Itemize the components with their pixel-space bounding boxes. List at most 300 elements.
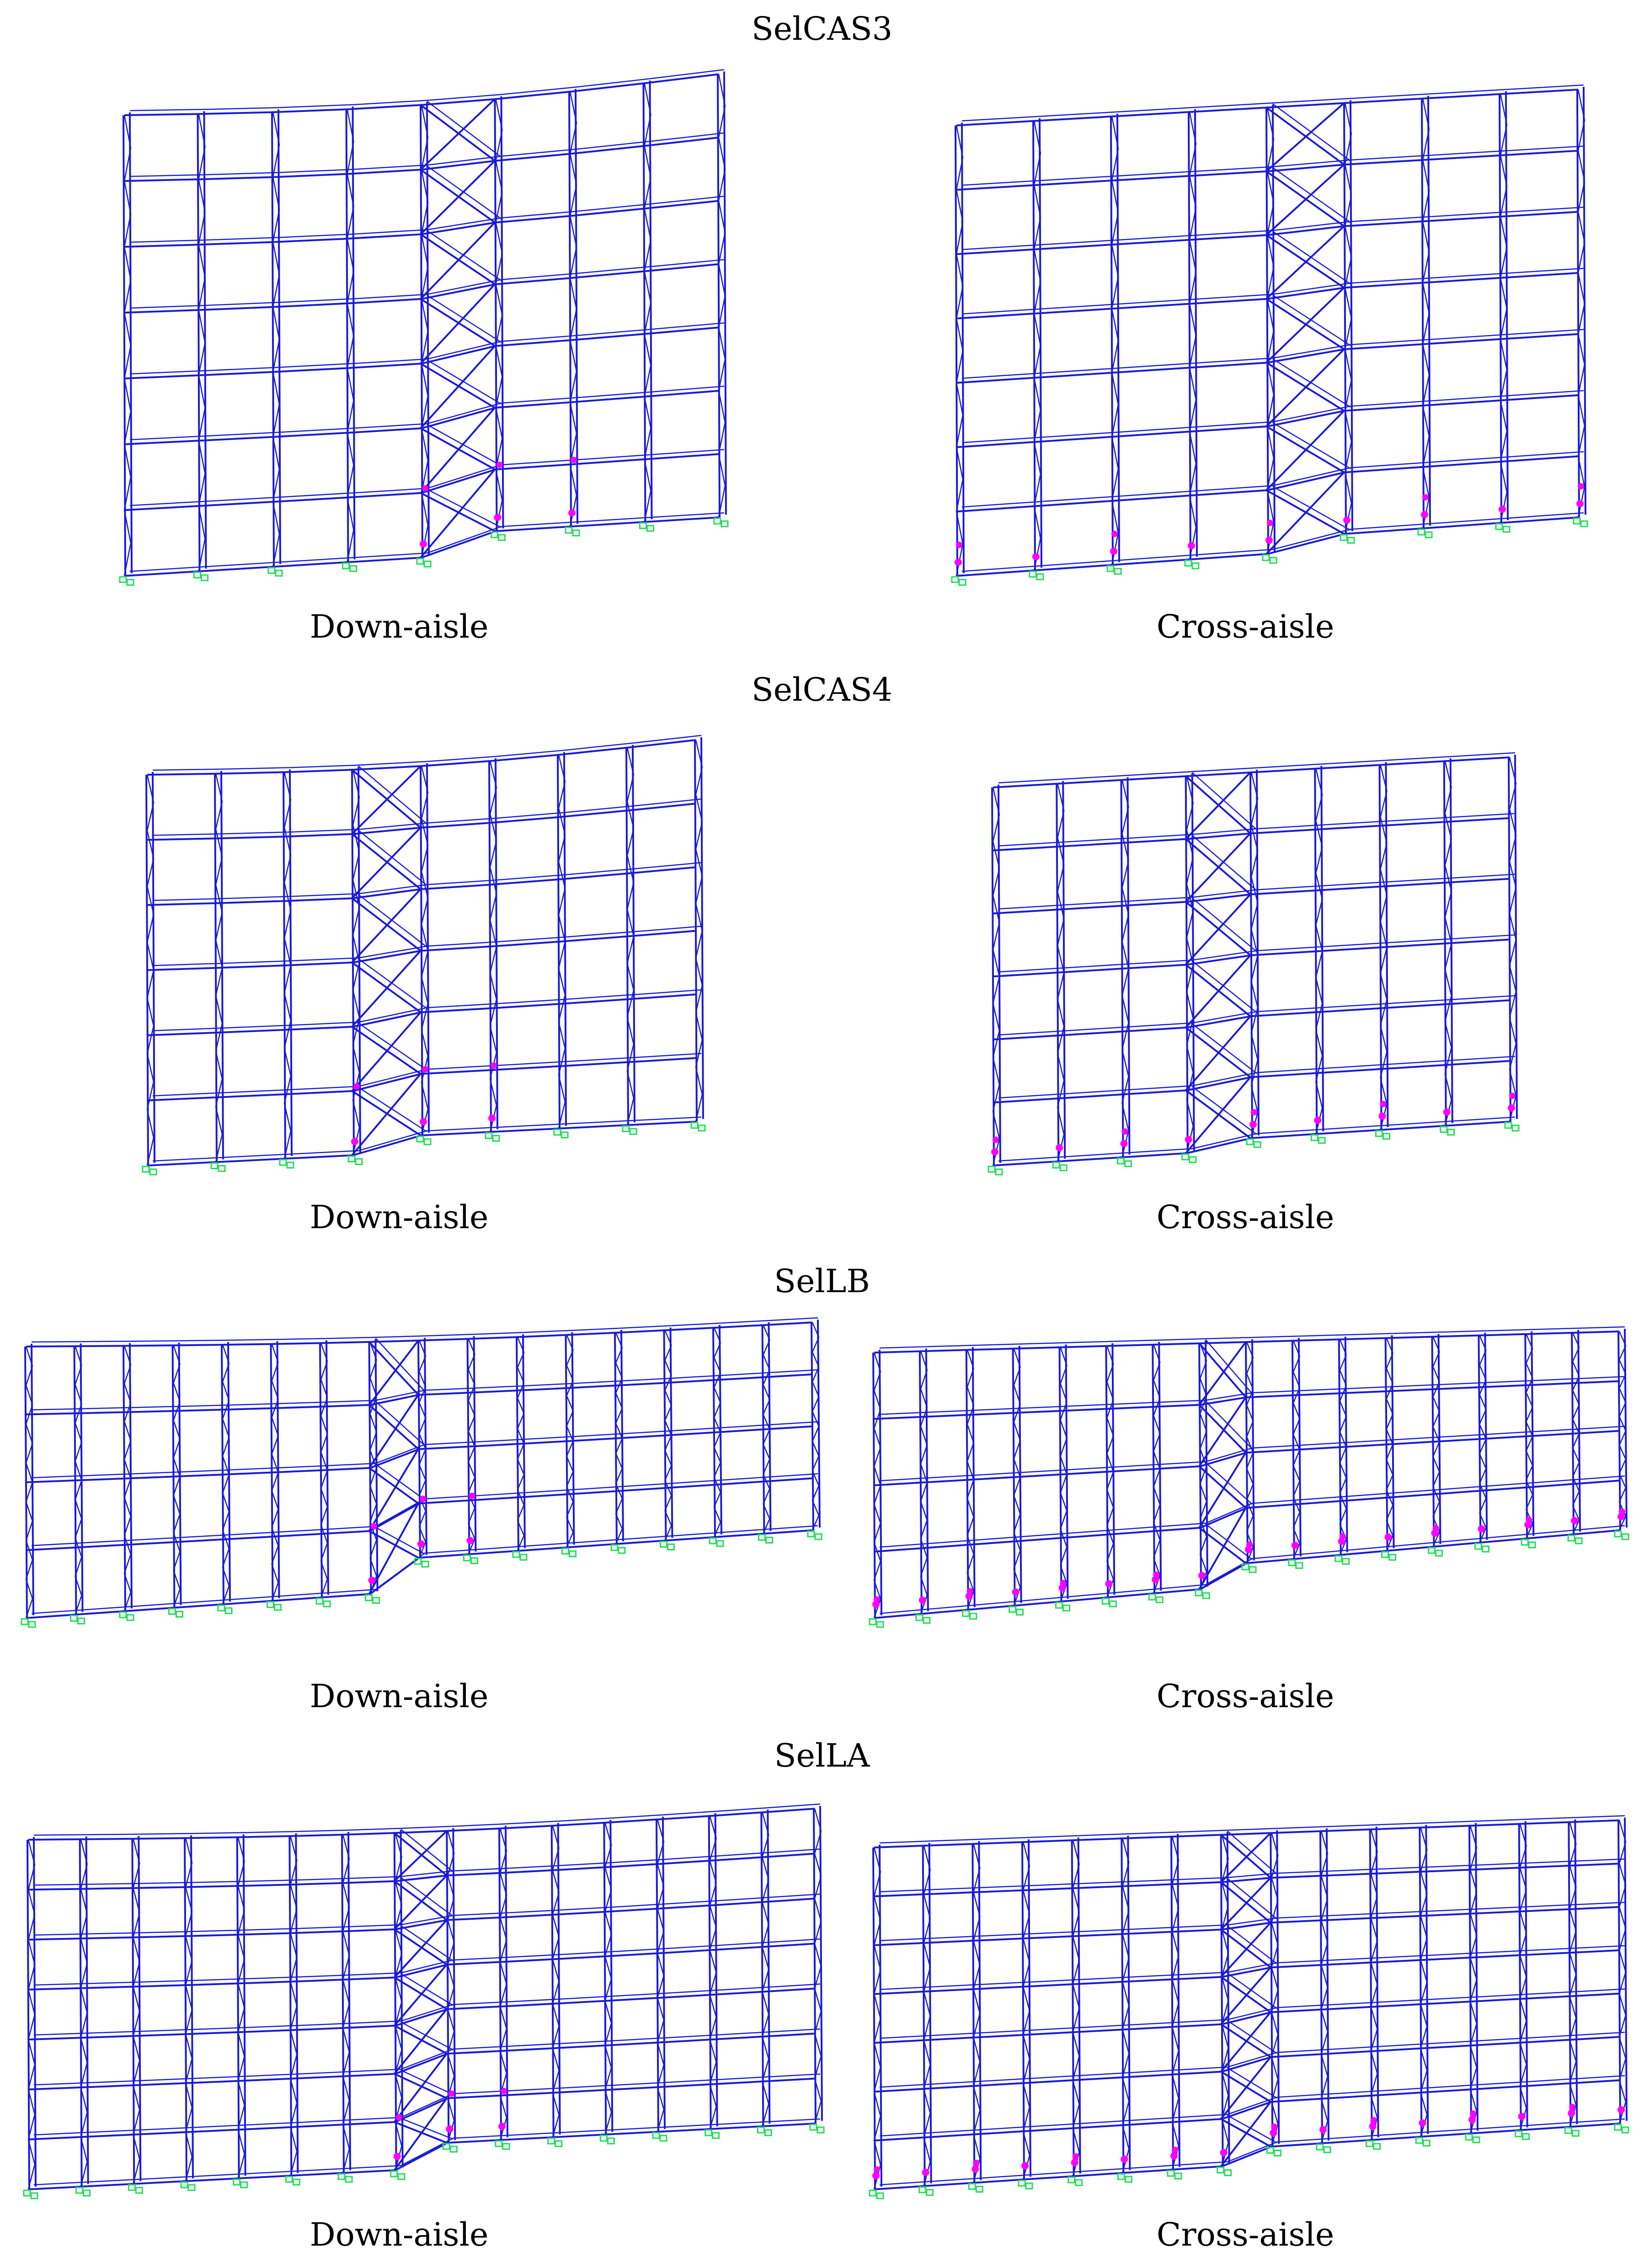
brace [395,1881,447,1920]
support-icon [513,1552,519,1557]
plastic-hinge [1380,1101,1387,1107]
support-icon [1317,2144,1323,2150]
plastic-hinge [967,1588,973,1594]
brace [1199,1528,1246,1563]
support-icon [1115,569,1121,574]
plastic-hinge [1110,548,1117,555]
beam [28,1809,815,1840]
plastic-hinge [1251,1109,1257,1116]
beam [874,1821,1619,1848]
plastic-hinge [396,2114,402,2121]
plastic-hinge [1419,2119,1426,2127]
support-icon [600,2135,607,2141]
brace-back [376,1528,425,1554]
support-icon [1196,1590,1202,1596]
support-icon [499,535,505,540]
support-icon [136,2188,142,2193]
support-icon [1318,1138,1325,1143]
support-icon [969,2184,975,2189]
plastic-hinge [1478,1525,1485,1533]
support-icon [1026,2183,1032,2188]
plastic-hinge [1379,1113,1386,1120]
plastic-hinge [420,1496,426,1502]
support-icon [623,1126,629,1132]
beam-back [998,1117,1515,1161]
beam [28,1943,815,1990]
support-icon [169,1609,176,1614]
brace-back [358,1023,427,1070]
plastic-hinge [1343,516,1350,524]
beam [874,1994,1619,2043]
plastic-hinge [1185,1136,1192,1143]
support-icon [1475,1544,1481,1549]
support-icon [128,2185,135,2190]
beam [28,1853,815,1890]
support-icon [464,1555,470,1561]
support-icon [343,563,349,569]
support-icon [76,2188,83,2193]
support-icon [1418,529,1425,535]
plastic-hinge [1385,1533,1392,1541]
support-icon [1521,1539,1528,1545]
support-icon [1615,2124,1621,2130]
support-icon [765,2130,771,2135]
plastic-hinge [353,1083,360,1090]
support-icon [1382,1552,1388,1557]
plastic-hinge [1468,2116,1476,2124]
plastic-hinge [922,2169,929,2176]
brace-back [1228,1973,1277,2008]
beam [874,1907,1619,1945]
plastic-hinge [1292,1542,1299,1549]
support-icon [1182,1154,1189,1160]
plastic-hinge [993,1137,999,1143]
plastic-hinge [1617,2106,1625,2114]
plastic-hinge [1122,1129,1128,1135]
plastic-hinge [488,1115,496,1122]
brace-back [1192,898,1257,952]
plastic-hinge [417,1540,425,1548]
plastic-hinge [422,485,428,492]
brace [421,99,495,170]
plastic-hinge [1433,1525,1439,1531]
beam-back [34,1939,820,1985]
plastic-hinge [1060,1580,1067,1586]
support-icon [225,1608,232,1613]
support-icon [1376,1131,1382,1136]
support-icon [1496,524,1502,529]
support-icon [188,2185,195,2190]
row1-left-caption: Down-aisle [310,608,489,645]
support-icon [554,1129,560,1135]
support-icon [1107,566,1114,571]
support-icon [275,1605,281,1610]
beam-back [34,1804,820,1835]
plastic-hinge [991,1148,998,1155]
brace-back [376,1338,425,1391]
plastic-hinge [1267,520,1273,526]
support-icon [1575,1538,1582,1544]
support-icon [120,1612,126,1618]
support-icon [691,1123,698,1128]
support-icon [1009,1607,1016,1612]
support-icon [78,1618,85,1624]
support-icon [350,566,357,571]
support-icon [1503,527,1510,532]
support-icon [1053,1162,1059,1168]
support-icon [959,580,966,585]
plastic-hinge [1509,1093,1516,1099]
support-icon [1565,2128,1571,2133]
plastic-hinge [491,1062,497,1069]
support-icon [520,1555,527,1560]
support-icon [808,1531,814,1537]
support-icon [561,1132,568,1138]
brace [421,428,495,469]
plastic-hinge [1265,537,1273,544]
brace [1186,955,1250,1028]
plastic-hinge [1071,2159,1078,2166]
support-icon [1125,1161,1132,1166]
brace-back [1192,1024,1257,1074]
support-icon [218,1605,224,1611]
support-icon [1523,2134,1529,2139]
plastic-hinge [971,2166,979,2173]
row2-right-caption: Cross-aisle [1156,1198,1334,1236]
support-icon [1516,2131,1522,2136]
support-icon [150,1169,156,1175]
plastic-hinge [1012,1588,1019,1596]
beam [28,1899,815,1940]
support-icon [241,2182,247,2188]
brace [1186,894,1250,965]
brace [421,170,495,223]
support-icon [919,2187,926,2193]
support-icon [424,1139,431,1145]
brace [352,828,421,899]
plastic-hinge [420,1118,427,1125]
brace [421,234,495,284]
brace [1186,772,1250,839]
support-icon [211,1163,218,1169]
brace-back [1228,2115,1277,2143]
support-icon [127,1615,133,1620]
support-icon [373,1598,379,1603]
plastic-hinge [446,2125,453,2133]
support-icon [566,527,572,533]
support-icon [346,2177,352,2182]
brace-back [1228,1926,1277,1964]
support-icon [391,2171,397,2177]
brace-back [427,295,502,342]
plastic-hinge [1470,2110,1476,2117]
support-icon [1366,2141,1373,2146]
brace [352,770,421,828]
brace-back [1192,961,1257,1013]
plastic-hinge [1032,553,1040,560]
support-icon [877,1622,883,1627]
beam-back [880,1989,1625,2039]
support-icon [422,1561,428,1567]
plastic-hinge [1340,1533,1346,1539]
support-icon [1254,1142,1260,1147]
brace-back [1273,168,1350,223]
support-icon [29,1622,35,1627]
support-icon [713,2133,719,2138]
plastic-hinge [872,2172,880,2179]
support-icon [471,1558,478,1564]
plastic-hinge [1619,1508,1625,1515]
support-icon [640,523,646,528]
plastic-hinge [1246,1541,1253,1548]
support-icon [338,2174,345,2179]
support-icon [653,2133,659,2138]
plastic-hinge [973,2160,979,2166]
brace [1266,165,1344,235]
sella-down-aisle-model [27,1801,814,2189]
plastic-hinge [494,514,502,521]
brace-back [427,231,502,281]
brace-back [427,166,502,219]
brace [421,493,495,531]
support-icon [1017,1609,1023,1615]
support-icon [1110,1601,1116,1607]
brace [421,299,495,346]
support-icon [661,1542,667,1547]
support-icon [234,2179,240,2185]
brace-back [1273,295,1350,346]
selcas3-down-aisle-model [123,64,718,576]
row4-right-caption: Cross-aisle [1156,2216,1334,2253]
brace [421,364,495,408]
brace-back [358,831,427,886]
support-icon [555,2141,562,2146]
support-icon [963,1611,969,1616]
plastic-hinge [1569,2104,1575,2110]
support-icon [562,1549,569,1554]
support-icon [219,1166,225,1171]
plastic-hinge [1314,1117,1321,1124]
support-icon [608,2138,614,2144]
support-icon [1102,1598,1109,1604]
support-icon [923,1618,930,1623]
support-icon [1374,2144,1380,2149]
support-icon [758,2127,764,2133]
support-icon [1185,560,1191,566]
support-icon [1429,1548,1435,1553]
support-icon [1505,1123,1511,1128]
plastic-hinge [1172,2146,1178,2153]
support-icon [619,1548,625,1553]
brace-back [1206,1463,1252,1504]
brace-back [427,425,502,466]
support-icon [194,572,201,578]
plastic-hinge [1369,2123,1377,2130]
brace-back [1273,231,1350,284]
support-icon [705,2130,712,2135]
support-icon [976,2187,982,2192]
plastic-hinge [1319,2126,1327,2133]
plastic-hinge [1121,1140,1128,1147]
support-icon [970,1613,977,1619]
brace-back [1228,2021,1277,2054]
support-icon [766,1538,773,1543]
plastic-hinge [1422,494,1429,500]
plastic-hinge [1518,2113,1526,2120]
row2-title: SelCAS4 [751,671,893,708]
plastic-hinge [1371,2117,1377,2124]
brace-back [401,1926,454,1961]
support-icon [699,1125,705,1131]
brace-back [358,959,427,1009]
sella-cross-aisle-model [873,1801,1618,2189]
plastic-hinge [371,1523,377,1530]
selcas3-cross-aisle-model [955,64,1577,576]
brace-back [1273,104,1350,161]
row3-title: SelLB [774,1262,870,1300]
support-icon [424,561,431,567]
support-icon [24,2190,30,2196]
support-icon [1125,2177,1132,2182]
support-icon [1482,1546,1489,1552]
support-icon [1324,2147,1330,2152]
plastic-hinge [1508,1104,1515,1112]
plastic-hinge [351,1138,358,1145]
support-icon [660,2135,667,2141]
support-icon [1192,563,1199,569]
selcas4-cross-aisle-model [992,736,1509,1166]
brace [352,766,421,834]
support-icon [870,1619,876,1624]
support-icon [1389,1555,1396,1560]
brace-back [358,766,427,824]
sellb-down-aisle-model [25,1316,811,1618]
support-icon [1217,2167,1224,2173]
plastic-hinge [1170,2152,1178,2160]
support-icon [493,1136,499,1141]
support-icon [496,2141,502,2146]
plastic-hinge [1073,2153,1079,2160]
plastic-hinge [1220,2149,1228,2156]
support-icon [127,580,133,585]
support-icon [1118,2174,1124,2179]
support-icon [714,518,721,524]
support-icon [1270,558,1276,563]
support-icon [996,1169,1002,1175]
support-icon [1056,1603,1062,1608]
support-icon [202,575,208,580]
support-icon [1448,1129,1454,1135]
plastic-hinge [501,2088,507,2094]
plastic-hinge [394,2153,401,2160]
support-icon [1466,2135,1472,2140]
plastic-hinge [1578,483,1584,490]
brace-back [401,1878,454,1917]
support-icon [1203,1593,1209,1598]
support-icon [1149,1594,1155,1600]
support-icon [1512,1125,1519,1131]
plastic-hinge [498,2123,506,2130]
brace [421,408,495,493]
support-icon [120,577,126,582]
support-icon [348,1156,355,1162]
support-icon [817,2127,824,2133]
plastic-hinge [1021,2162,1029,2169]
brace-back [401,2070,454,2094]
support-icon [759,1535,765,1540]
brace-back [401,2119,454,2139]
beam-back [880,1816,1625,1843]
row1-title: SelCAS3 [751,10,893,48]
support-icon [647,526,654,531]
support-icon [1263,555,1269,560]
support-icon [1225,2170,1231,2176]
brace [421,161,495,234]
plastic-hinge [1271,2124,1277,2130]
plastic-hinge [467,1537,474,1544]
support-icon [1348,538,1354,543]
plastic-hinge [874,2167,880,2173]
brace [421,105,495,161]
plastic-hinge [1121,2156,1128,2163]
support-icon [1615,1531,1621,1537]
plastic-hinge [368,1577,376,1584]
plastic-hinge [874,1596,880,1603]
support-icon [548,2138,555,2144]
plastic-hinge [469,1493,475,1499]
brace [352,898,421,951]
beam-back [34,1894,820,1935]
support-icon [1529,1542,1535,1548]
support-icon [1311,1135,1318,1140]
plastic-hinge [1499,506,1506,513]
plastic-hinge [1105,1580,1112,1587]
beam-back [34,2029,820,2085]
row4-title: SelLA [774,1737,870,1774]
brace-back [376,1464,425,1500]
row1-right-caption: Cross-aisle [1156,608,1334,645]
support-icon [287,1162,294,1168]
support-icon [503,2144,509,2149]
support-icon [1622,1534,1628,1539]
plastic-hinge [1111,531,1118,537]
plastic-hinge [1188,542,1195,549]
row4-left-caption: Down-aisle [310,2216,489,2253]
brace-back [1273,486,1350,530]
plastic-hinge [1249,1121,1257,1128]
support-icon [810,2124,817,2130]
support-icon [1274,2150,1281,2156]
row3-left-caption: Down-aisle [310,1677,489,1715]
brace-back [358,894,427,947]
support-icon [293,2179,299,2185]
support-icon [1574,518,1580,524]
support-icon [870,2190,876,2196]
plastic-hinge [571,457,577,463]
support-icon [276,570,282,576]
brace-back [1192,836,1257,891]
plastic-hinge [496,462,503,468]
support-icon [717,1541,723,1546]
support-icon [316,1598,323,1604]
support-icon [268,568,275,573]
support-icon [815,1534,822,1539]
support-icon [1572,2130,1579,2136]
brace-back [1206,1401,1252,1449]
support-icon [668,1544,674,1550]
plastic-hinge [568,509,576,516]
beam-back [880,1859,1625,1892]
